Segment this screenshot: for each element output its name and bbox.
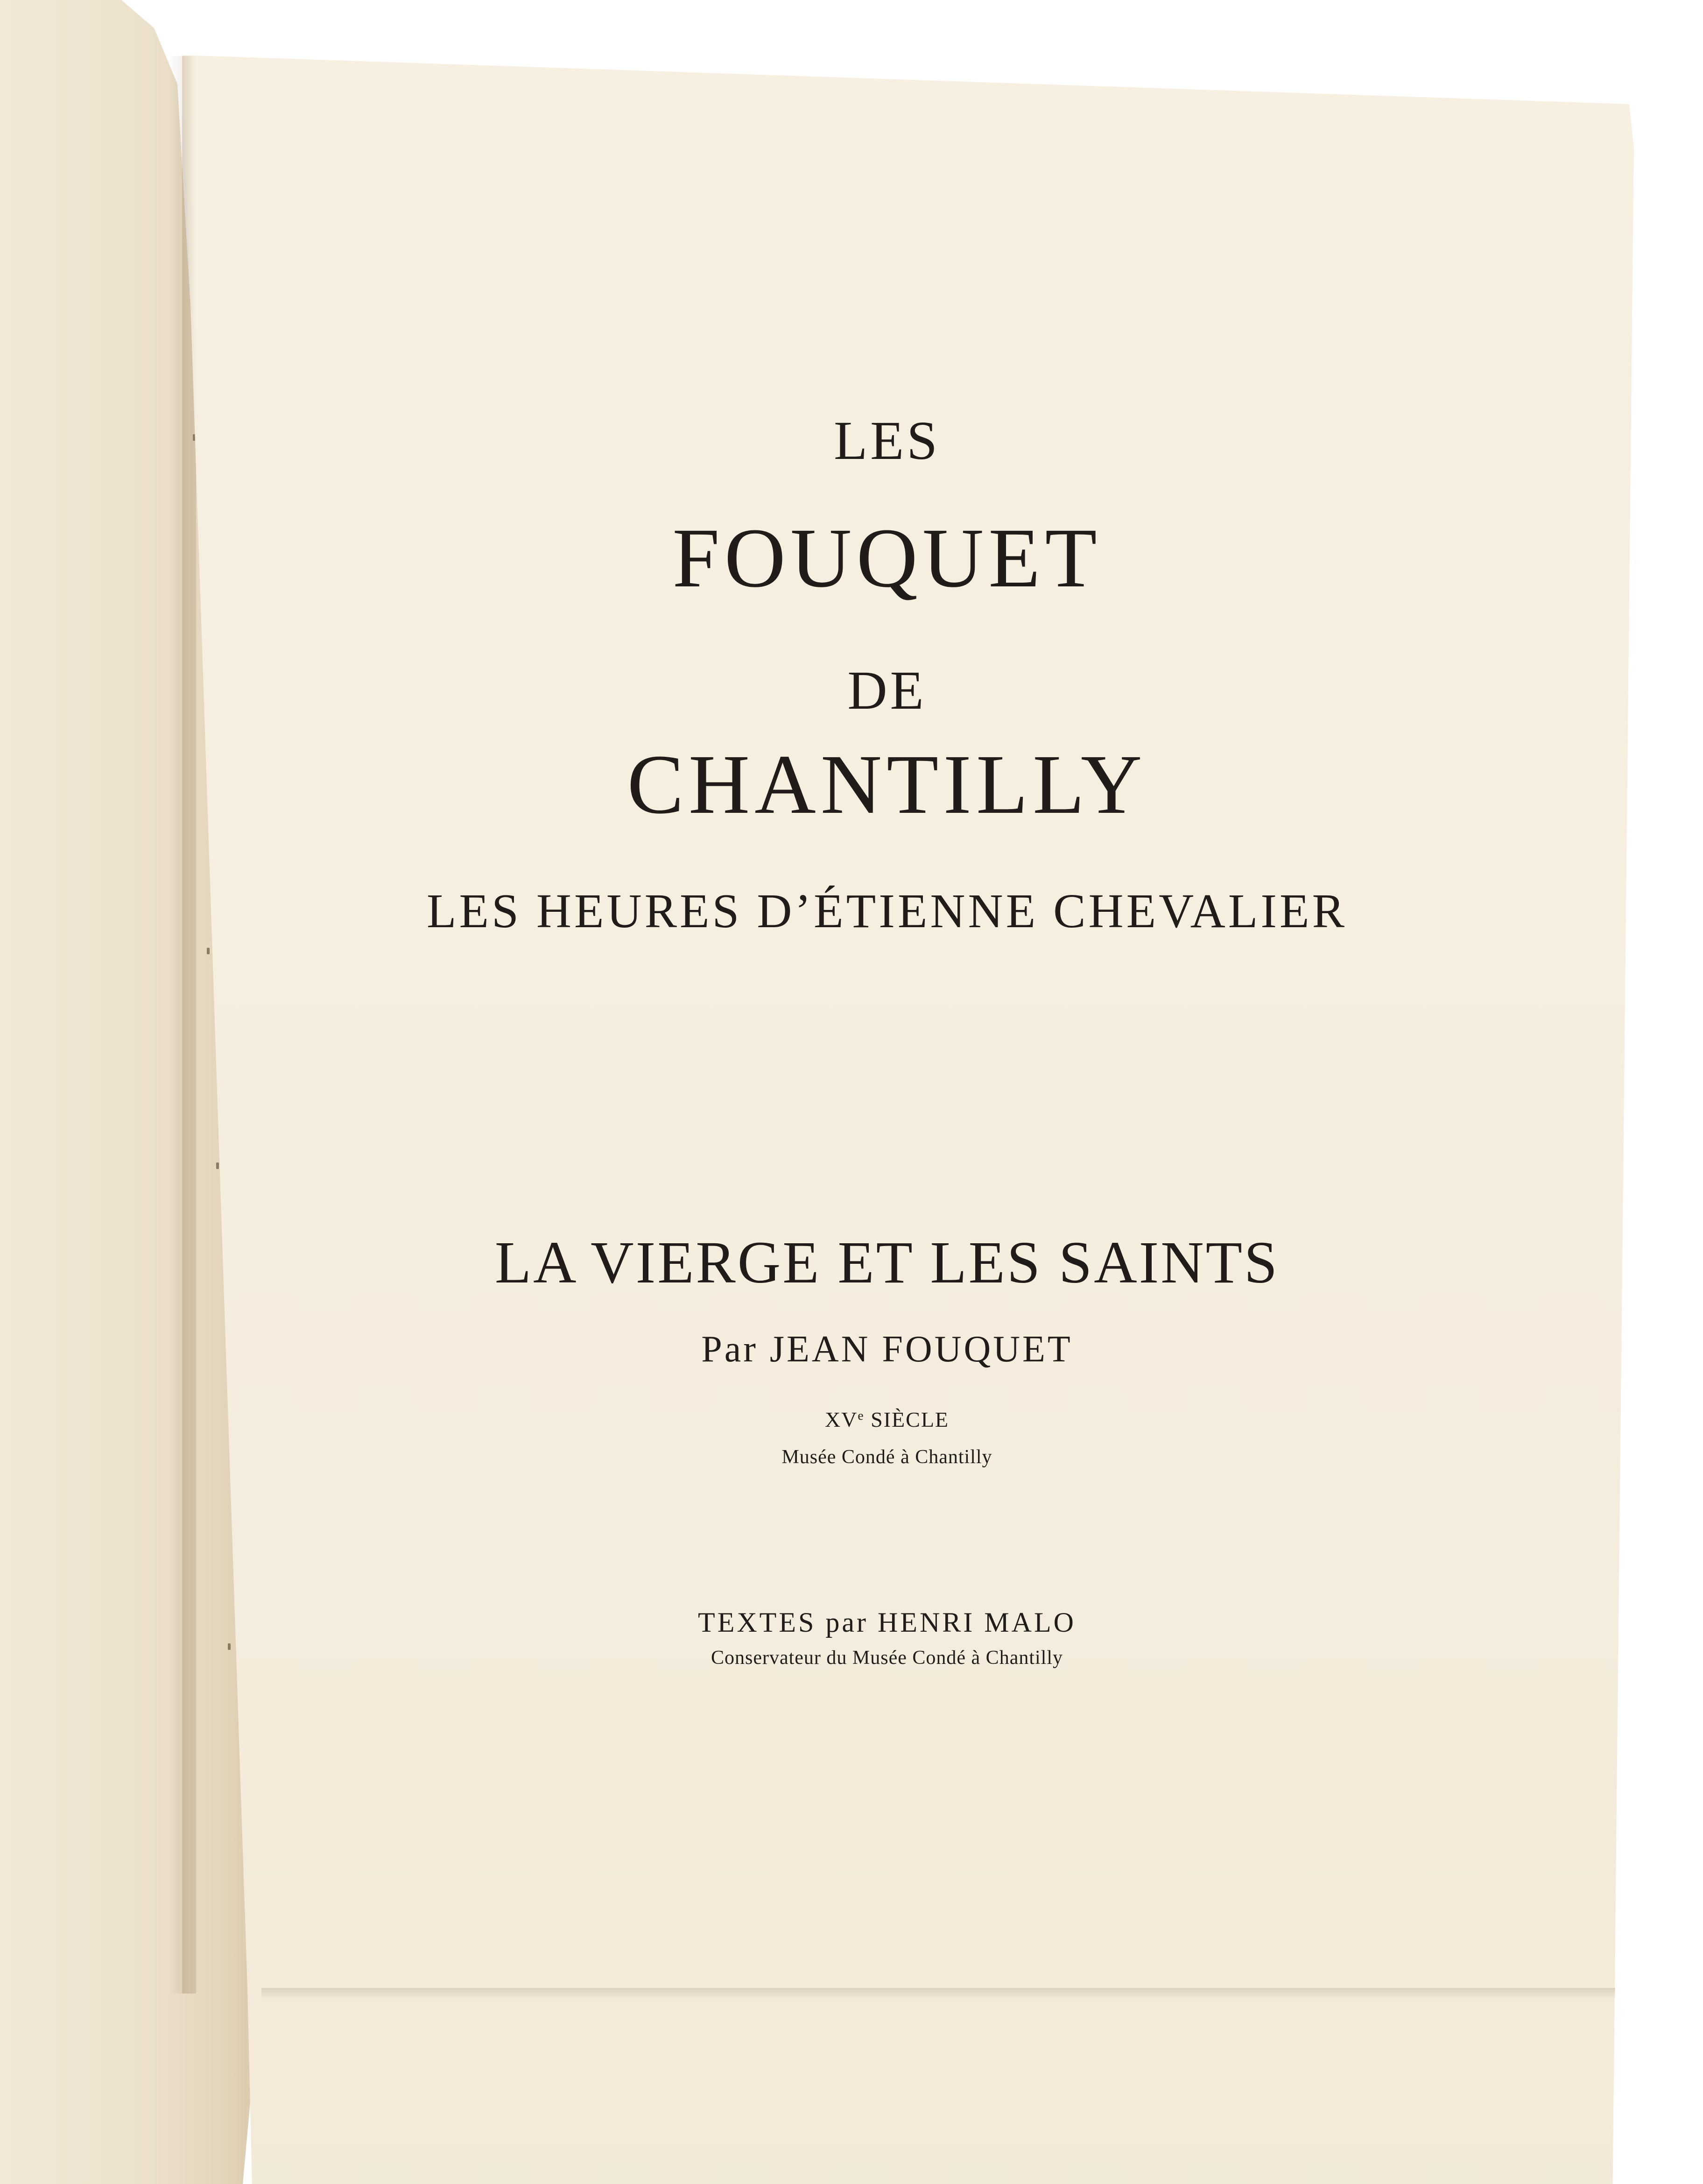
century-prefix: XV	[824, 1408, 858, 1431]
century-suffix: SIÈCLE	[864, 1408, 950, 1431]
author-line: Par JEAN FOUQUET	[701, 1329, 1073, 1370]
collection-line: Musée Condé à Chantilly	[781, 1446, 992, 1468]
title-line-les: LES	[834, 410, 940, 471]
binding-thread-mark	[207, 948, 210, 954]
page-gutter-shadow	[182, 56, 196, 1994]
subtitle: LES HEURES D’ÉTIENNE CHEVALIER	[427, 884, 1347, 938]
binding-thread-mark	[216, 1162, 219, 1169]
century-superscript: e	[858, 1408, 865, 1423]
texts-by-line: TEXTES par HENRI MALO	[698, 1607, 1076, 1638]
title-line-de: DE	[847, 660, 927, 721]
century-line	[700, 1409, 1074, 1430]
section-title: LA VIERGE ET LES SAINTS	[494, 1229, 1280, 1296]
title-line-chantilly: CHANTILLY	[627, 738, 1147, 831]
title-line-fouquet: FOUQUET	[672, 511, 1102, 605]
texts-by-role: Conservateur du Musée Condé à Chantilly	[711, 1647, 1063, 1669]
page-bottom-shadow	[261, 1988, 1615, 2000]
title-page	[182, 55, 1634, 2184]
binding-thread-mark	[228, 1643, 231, 1650]
